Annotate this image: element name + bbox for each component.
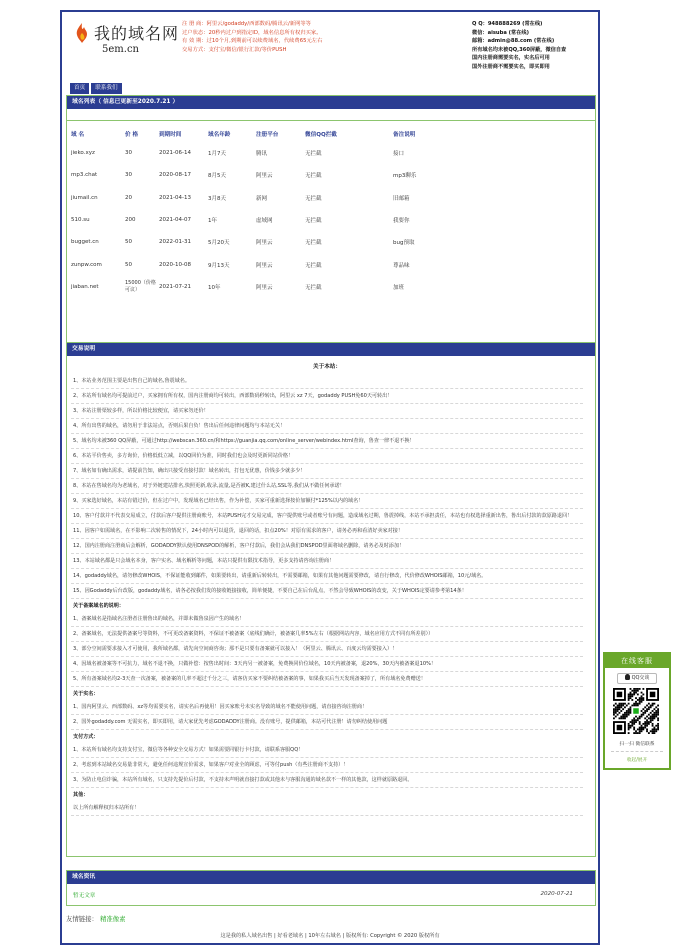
site-footer: 这是我的私人域名出售 | 好看老域名 | 10年左右域名 | 版权所有: Copyright © 2020 版权所有 bbox=[220, 933, 440, 939]
terms-item: 1、本站业务范围主要是出售自己的域名,鲁震域名。 bbox=[71, 374, 583, 389]
terms-content bbox=[71, 360, 583, 816]
table-cell: 无拦截 bbox=[305, 151, 322, 158]
friend-link[interactable]: 精准像素 bbox=[100, 915, 126, 923]
table-cell: 1年 bbox=[208, 218, 217, 225]
table-cell: 我要你 bbox=[393, 218, 410, 225]
table-cell: 50 bbox=[125, 239, 132, 246]
table-row bbox=[71, 209, 453, 231]
table-cell: 无拦截 bbox=[305, 240, 322, 247]
logo-domain: 5em.cn bbox=[102, 44, 139, 55]
wechat-qr-code bbox=[613, 688, 659, 734]
terms-item: 4、因域名被备案等不可抗力，域名不退不换，只做补偿：按售出时间：3天内另一被备案，免费换同价位域名，10天内被备案，退20%，30天内被备案退10%！ bbox=[71, 657, 583, 672]
terms-item: 3、部分空间需要求接入才可使用，我所域名都，请先向空间商咨询；那不是只要有备案就可以接入！（阿里云、腾讯云、百度云均需要接入）！ bbox=[71, 642, 583, 657]
terms-item: 15、因Godaddy后台改版，godaddy域名，请各必按我们发的接收链接接收，简单便捷，不要自己在后台乱点，不然会导致WHOIS的改变，关于WHOIS定要请参考第14条！ bbox=[71, 584, 583, 599]
col-header: 域名年龄 bbox=[208, 132, 231, 138]
contact-note: 所有域名均未被QQ,360屏蔽，微信自查 bbox=[472, 46, 567, 53]
divider bbox=[611, 751, 663, 752]
qq-penguin-icon bbox=[625, 674, 630, 680]
terms-item: 2、考虑到本站域名交易量非常大，避免任何违规宣价需求，如果客户对业全的顾虑，可等付push（有些注册商不支持）！ bbox=[71, 758, 583, 773]
terms-item: 3、为防止电信诈骗，本站所有域名，只支持先提价后付款，不支持未声明就直接打款或其他未与客服沟通的域名款不一样的其他款，这样就原路退回。 bbox=[71, 773, 583, 788]
table-cell: 15000（价格可议） bbox=[125, 279, 156, 293]
service-toggle-link[interactable]: 收起/展开 bbox=[626, 758, 648, 763]
table-cell: 无拦截 bbox=[305, 173, 322, 180]
table-row bbox=[71, 164, 453, 186]
domain-list-title: 域名列表（ 信息已更新至2020.7.21 ） bbox=[67, 96, 595, 109]
terms-subheading: 其他： bbox=[73, 792, 89, 798]
table-cell: 无拦截 bbox=[305, 195, 322, 202]
terms-list bbox=[71, 374, 583, 816]
notice-line: 过户状态：20秒内过户到指定ID，域名信息所有权归买家。 bbox=[182, 29, 322, 36]
contact-qq: Q Q：948888269 (常在线) bbox=[472, 21, 543, 27]
table-cell: 2021-06-14 bbox=[159, 150, 191, 157]
table-cell: 30 bbox=[125, 150, 132, 157]
terms-item: 13、本站域名都是只会域名本身，客户实名、域名解析等问题，本站只提供有限技术指导，更多支持请咨询注册商！ bbox=[71, 554, 583, 569]
terms-item: 1、本站所有域名均支持支付宝，微信等各种安全交易方式！如果需要同银行卡付款，请联系客服QQ！ bbox=[71, 743, 583, 758]
terms-item: 10、客户付款并不代表交易成立，付款后客户提供注册商账号，本站PUSH完才交易完成，客户提供账号或者账号有问题，造成域名过期，鲁震掉线，本站不承担责任，本站也有权选择重新出售，鲁出后付款的款原路退回！ bbox=[71, 509, 583, 524]
table-cell: 旧邮箱 bbox=[393, 195, 410, 202]
main-nav bbox=[70, 74, 124, 91]
domain-name-cell[interactable]: jieko.xyz bbox=[71, 150, 95, 157]
table-cell: 50 bbox=[125, 261, 132, 268]
contact-note: 国内注册商需要实名，实名后可用 bbox=[472, 55, 550, 62]
online-service-title: 在线客服 bbox=[605, 654, 669, 668]
contact-note: 国外注册商不需要实名，即买即用 bbox=[472, 63, 550, 70]
col-header: 域 名 bbox=[71, 132, 85, 138]
news-item-title[interactable]: 暂无文章 bbox=[73, 893, 96, 899]
qq-chat-label: QQ交谈 bbox=[631, 675, 650, 681]
table-cell: 2020-08-17 bbox=[159, 172, 191, 179]
col-header: 微信QQ拦截 bbox=[305, 132, 337, 138]
notice-line: 交易方式：支付宝/微信/银行汇款/等价PUSH bbox=[182, 46, 287, 53]
nav-home[interactable]: 首页 bbox=[70, 83, 89, 94]
terms-subheading: 关于备案域名的说明： bbox=[73, 603, 124, 609]
terms-item: 2、备案域名，无法提供备案号等资料，不可更改备案资料，不保证不被备案（底线们确计，被备案几率5%左右（根据网站内容，域名应用方式不同有所差别）） bbox=[71, 627, 583, 642]
domain-name-cell[interactable]: mp3.chat bbox=[71, 172, 98, 179]
table-cell: 1月7天 bbox=[208, 151, 226, 158]
domain-list-section bbox=[66, 95, 596, 345]
table-row bbox=[71, 276, 453, 298]
table-cell: 20 bbox=[125, 194, 132, 201]
table-cell: 阿里云 bbox=[256, 240, 273, 247]
table-cell: 2021-04-07 bbox=[159, 217, 191, 224]
table-header-row bbox=[71, 126, 453, 142]
table-cell: 加班 bbox=[393, 284, 405, 291]
table-cell: 无拦截 bbox=[305, 218, 322, 225]
col-header: 备注说明 bbox=[393, 132, 416, 138]
table-cell: 虚域网 bbox=[256, 218, 273, 225]
table-cell: 2021-07-21 bbox=[159, 283, 191, 290]
table-cell: 200 bbox=[125, 217, 136, 224]
col-header: 价 格 bbox=[125, 132, 139, 138]
terms-heading: 关于本站： bbox=[313, 364, 341, 370]
terms-section bbox=[66, 342, 596, 857]
terms-item: 5、所有备案域名均2-3天查一次备案，被备案的几率不超过千分之三，请客仿买家不要纠结被备案的事，如果我买后当天发现备案掉了，所有域名免费赠送！ bbox=[71, 672, 583, 687]
table-cell: 无拦截 bbox=[305, 284, 322, 291]
terms-item: 7、域名如有确出需求，请提前告知，确出只接受直接付款！域名转出，打包无优惠，价钱多少就多少！ bbox=[71, 464, 583, 479]
terms-item: 8、本站在售域名均为老域名，对于外链建站排名,快照更新,收录,流量,是否被K,建过什么站,SSL等,我们从不做任何承诺！ bbox=[71, 479, 583, 494]
domain-table bbox=[71, 126, 453, 298]
contact-block bbox=[472, 20, 602, 72]
terms-subheading: 支付方式： bbox=[73, 734, 99, 740]
terms-item: 4、所有出售的域名，请勿用于非法站点，否则后果自负！售出后任何违律问题均与本站无关！ bbox=[71, 419, 583, 434]
col-header: 到期时间 bbox=[159, 132, 182, 138]
table-cell: 2022-01-31 bbox=[159, 239, 191, 246]
terms-item: 14、godaddy域名，请勿修改WHOIS，不保证能收到邮件，如果要转出，请重新后转转出，不需要邮箱，如果有其他问题需要修改，请自行修改，代价修改WHOIS邮箱，10元/域名。 bbox=[71, 569, 583, 584]
table-cell: 尊品味 bbox=[393, 262, 410, 269]
contact-wechat: 微信：aisuba (常在线) bbox=[472, 29, 529, 36]
terms-item: 12、国内注册商注册商后会解析，GODADDY默认使用DNSPOD的解析，客户付款后，我们会从我们DNSPOD里面将域名删除，请务必及时添加！ bbox=[71, 539, 583, 554]
domain-name-cell[interactable]: zunpw.com bbox=[71, 261, 102, 268]
table-cell: bug预取 bbox=[393, 240, 415, 247]
table-row bbox=[71, 142, 453, 164]
table-cell: 阿里云 bbox=[256, 284, 273, 291]
table-cell: 3月8天 bbox=[208, 195, 226, 202]
qq-chat-button[interactable] bbox=[617, 673, 657, 684]
notice-block bbox=[182, 20, 412, 54]
table-cell: 9月13天 bbox=[208, 262, 230, 269]
table-cell: 10年 bbox=[208, 284, 221, 291]
domain-name-cell[interactable]: jiumail.cn bbox=[71, 194, 98, 201]
terms-item: 9、买家选好域名，本站有错过价，但在过户中，发现域名已经出售，作为补偿，买家可重新选择按价加额付*125%以内的域名！ bbox=[71, 494, 583, 509]
table-cell: mp3聊乐 bbox=[393, 173, 417, 180]
table-row bbox=[71, 231, 453, 253]
domain-name-cell[interactable]: 510.su bbox=[71, 217, 90, 224]
friend-links-label: 友情链接： bbox=[66, 915, 98, 923]
table-cell: 新网 bbox=[256, 195, 268, 202]
terms-item: 5、域名均未被360 QQ屏蔽，可通过http://webscan.360.cn/和https://guanjia.qq.com/online_server/webindex.html查询，鲁查一律不退不换！ bbox=[71, 434, 583, 449]
domain-name-cell[interactable]: jiaban.net bbox=[71, 283, 99, 290]
friend-links bbox=[66, 914, 126, 923]
online-service-widget bbox=[603, 652, 671, 770]
table-cell: 阿里云 bbox=[256, 262, 273, 269]
site-logo[interactable] bbox=[74, 18, 184, 66]
terms-subheading: 关于实名： bbox=[73, 691, 99, 697]
terms-item: 11、因客户如需域名，在不影响二次转售的情况下，24小时内可以退货，退回的话，扣点20%！对原有需求的客户，请务必再和看清好卖家对接！ bbox=[71, 524, 583, 539]
news-item-date: 2020-07-21 bbox=[540, 891, 573, 897]
terms-item: 1、国内阿里云、西部数码、xz等均需要实名，请实名后再使用！因买家账号未实名导致的域名不能使用问题，请直接咨询注册商！ bbox=[71, 700, 583, 715]
terms-item: 1、备案域名是指域名注册者注册鲁出的域名，并即未做鲁泉因产生的域名！ bbox=[71, 612, 583, 627]
news-section bbox=[66, 870, 596, 906]
table-cell: 2020-10-08 bbox=[159, 261, 191, 268]
news-section-title: 域名资讯 bbox=[67, 871, 595, 884]
col-header: 注册平台 bbox=[256, 132, 279, 138]
table-cell: 腾讯 bbox=[256, 151, 268, 158]
table-row bbox=[71, 187, 453, 209]
nav-contact[interactable]: 联系我们 bbox=[91, 83, 121, 94]
logo-name: 我的域名网 bbox=[94, 24, 180, 43]
table-cell: 2021-04-13 bbox=[159, 194, 191, 201]
terms-item: 2、本站所有域名均可提前过户，买家拥有所有权，国内注册商均可转出，西部数码秒转出，阿里云 xz 7天，godaddy PUSH免60天可转出！ bbox=[71, 389, 583, 404]
notice-line: 有 效 期：过10个月,到期前可以续费域名，代续费65元左右 bbox=[182, 38, 323, 44]
table-cell: 接口 bbox=[393, 151, 405, 158]
contact-email: 邮箱：admin@88.com (常在线) bbox=[472, 38, 555, 45]
section-spacer bbox=[67, 109, 595, 121]
domain-name-cell[interactable]: bugget.cn bbox=[71, 239, 99, 246]
terms-item: 3、本站注册渠较多样，所以价格比较便宜，请买家勿还价！ bbox=[71, 404, 583, 419]
fire-logo-icon bbox=[74, 22, 90, 44]
site-header bbox=[62, 12, 598, 91]
table-cell: 8月5天 bbox=[208, 173, 226, 180]
table-row bbox=[71, 253, 453, 275]
notice-line: 注 册 商：阿里云/godaddy/西部数码/腾讯云/新网等等 bbox=[182, 21, 311, 27]
table-cell: 30 bbox=[125, 172, 132, 179]
table-cell: 阿里云 bbox=[256, 173, 273, 180]
domain-table-body bbox=[71, 142, 453, 298]
terms-item: 以上所有解释权归本站所有！ bbox=[71, 801, 583, 816]
table-cell: 5月20天 bbox=[208, 240, 230, 247]
qr-caption: 扫一扫 微信联系 bbox=[619, 742, 655, 747]
table-cell: 无拦截 bbox=[305, 262, 322, 269]
terms-title: 交易说明 bbox=[67, 343, 595, 356]
page-frame bbox=[60, 10, 600, 945]
terms-item: 2、国外godaddy.com 无需实名，即买即用，请大家优先考虑GODADDY注册商。没有账号，提供邮箱，本站可代注册！请勿纠结使用问题 bbox=[71, 715, 583, 730]
terms-item: 6、本站平价售卖，多方询价，价格低低立减，以QQ回价为准，同时我们也会及时更新同站价格！ bbox=[71, 449, 583, 464]
